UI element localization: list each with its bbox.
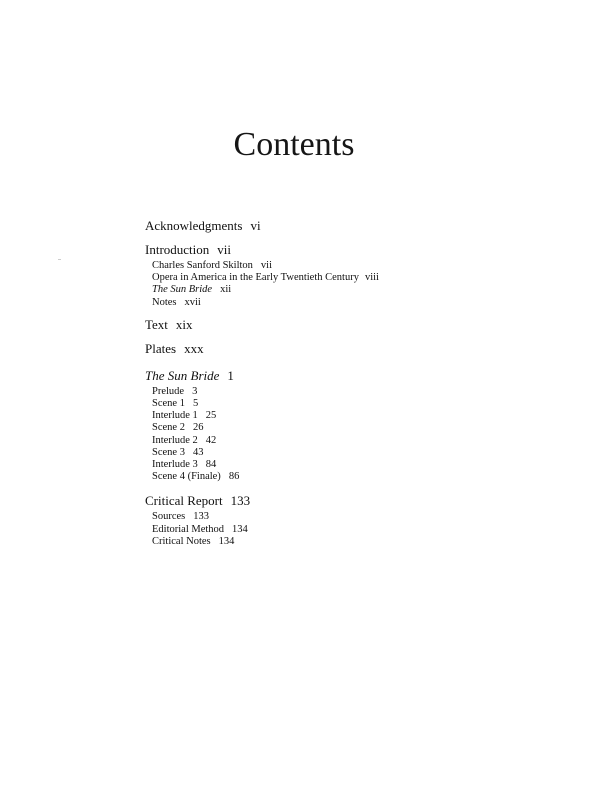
toc-subentry[interactable] (152, 272, 379, 284)
toc-entry-page: xix (175, 316, 193, 332)
toc-subentry-page: 3 (192, 385, 198, 397)
toc-entry-page: vii (217, 242, 231, 257)
toc-subentry-label: Interlude 2 (152, 434, 198, 446)
toc-entry-label: Introduction (145, 242, 210, 257)
toc-entry-label: Acknowledgments (145, 218, 243, 233)
toc-entry[interactable] (145, 241, 379, 258)
toc-entry-page: 133 (230, 493, 251, 509)
toc-subentry[interactable] (152, 511, 379, 523)
toc-section-sun-bride (145, 367, 379, 484)
toc-subentry-label: Scene 3 (152, 446, 185, 458)
toc-subentry[interactable] (152, 459, 379, 471)
toc-subentry[interactable] (152, 524, 379, 536)
toc-subentry-label: Prelude (152, 385, 185, 397)
toc-subentry-page: 84 (205, 459, 217, 471)
toc-subentry-page: 134 (232, 523, 248, 535)
toc-subentry-label: Scene 4 (Finale) (152, 471, 221, 483)
toc-subentry-label: Interlude 3 (152, 459, 198, 471)
toc-subentry[interactable] (152, 422, 379, 434)
toc-sublist (152, 260, 379, 309)
toc-subentry[interactable] (152, 447, 379, 459)
toc-subentry-page: 42 (205, 434, 217, 446)
toc-entry-label: Critical Report (145, 493, 223, 509)
toc-subentry[interactable] (152, 435, 379, 447)
toc-subentry-label: Interlude 1 (152, 410, 198, 422)
toc-subentry-page: 5 (192, 398, 199, 410)
toc-entry-page: xxx (184, 340, 204, 356)
toc-subentry[interactable] (152, 410, 379, 422)
toc-entry[interactable] (145, 316, 379, 333)
toc-entry-page: vi (250, 218, 261, 233)
toc-subentry-label: Critical Notes (152, 535, 211, 547)
toc-subentry-page: xii (220, 284, 232, 296)
toc-entry[interactable] (145, 340, 379, 357)
table-of-contents (145, 217, 379, 555)
toc-subentry[interactable] (152, 398, 379, 410)
toc-subentry[interactable] (152, 386, 379, 398)
toc-section-text (145, 316, 379, 333)
toc-entry-page: 1 (227, 367, 234, 383)
toc-subentry-page: 133 (193, 511, 209, 523)
toc-subentry-label: Editorial Method (152, 523, 225, 535)
toc-subentry[interactable] (152, 284, 379, 296)
toc-subentry-page: 86 (228, 471, 240, 483)
toc-subentry-page: viii (364, 272, 379, 284)
toc-subentry-label: Sources (152, 511, 186, 523)
toc-entry[interactable] (145, 492, 379, 509)
scan-mark (58, 259, 61, 260)
page-title: Contents (233, 126, 355, 163)
toc-subentry-page: 134 (218, 535, 235, 547)
toc-subentry-label: Opera in America in the Early Twentieth Century (152, 272, 359, 284)
toc-entry-label: Plates (145, 340, 177, 356)
toc-section-acknowledgments (145, 217, 379, 234)
toc-subentry[interactable] (152, 260, 379, 272)
toc-subentry-label: Notes (152, 296, 177, 308)
toc-subentry-page: 43 (192, 446, 204, 458)
toc-subentry-label: Scene 2 (152, 422, 185, 434)
toc-section-introduction (145, 241, 379, 309)
toc-subentry-page: 25 (205, 410, 217, 422)
toc-section-critical-report (145, 492, 379, 548)
toc-subentry-page: vii (260, 260, 273, 271)
toc-subentry-label: The Sun Bride (152, 284, 213, 296)
toc-sublist (152, 386, 379, 484)
toc-subentry-page: xvii (184, 296, 201, 308)
toc-subentry-page: 26 (192, 422, 204, 434)
toc-entry[interactable] (145, 367, 379, 384)
toc-subentry[interactable] (152, 297, 379, 309)
toc-entry[interactable] (145, 217, 379, 234)
toc-subentry-label: Charles Sanford Skilton (152, 260, 253, 271)
toc-section-plates (145, 340, 379, 357)
toc-subentry[interactable] (152, 536, 379, 548)
toc-entry-label: The Sun Bride (145, 367, 220, 383)
toc-subentry-label: Scene 1 (152, 398, 185, 410)
toc-sublist (152, 511, 379, 548)
toc-subentry[interactable] (152, 471, 379, 483)
toc-entry-label: Text (145, 316, 168, 332)
